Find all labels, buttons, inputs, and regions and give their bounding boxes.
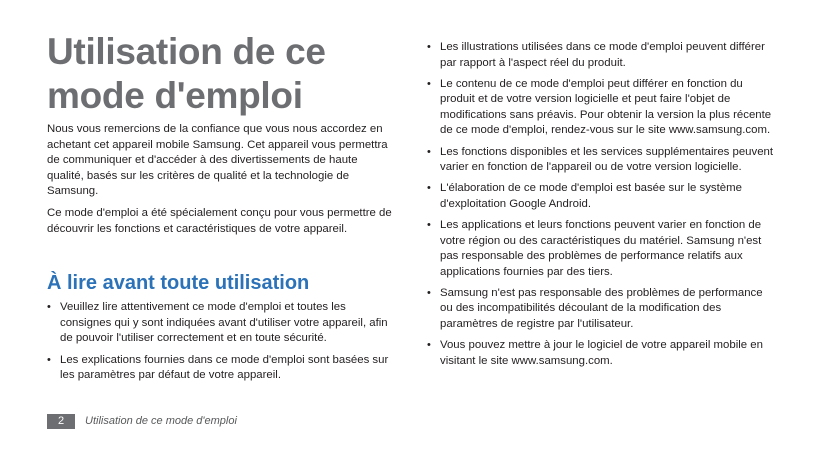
bullet-item: • Le contenu de ce mode d'emploi peut différer en fonction du produit et de votre version logicielle et peut faire l'objet de modifications sans préavis. Pour obtenir la version la plus récente de ce mode d'emploi, rendez-vous sur le site www.samsung.com.: [427, 77, 777, 139]
section-heading: À lire avant toute utilisation: [47, 272, 310, 294]
bullet-item: • L'élaboration de ce mode d'emploi est basée sur le système d'exploitation Google Android.: [427, 181, 777, 212]
bullet-item: • Samsung n'est pas responsable des problèmes de performance ou des incompatibilités découlant de la modification des paramètres de registre par l'utilisateur.: [427, 286, 777, 333]
intro-paragraph: Nous vous remercions de la confiance que vous nous accordez en achetant cet appareil mobile Samsung. Cet appareil vous permettra de communiquer et d'accéder à des divertissements de haute qualité, basés sur les critères de qualité et la technologie de Samsung.: [47, 123, 388, 198]
intro-text: [47, 122, 397, 243]
right-bullet-list: [427, 40, 777, 375]
bullet-item: • Les fonctions disponibles et les services supplémentaires peuvent varier en fonction de l'appareil ou de votre version logicielle.: [427, 145, 777, 176]
page-footer: [47, 413, 237, 429]
intro-paragraph: Ce mode d'emploi a été spécialement conçu pour vous permettre de découvrir les fonctions et caractéristiques de votre appareil.: [47, 206, 392, 235]
bullet-item: • Vous pouvez mettre à jour le logiciel de votre appareil mobile en visitant le site www.samsung.com.: [427, 338, 777, 369]
bullet-item: • Les applications et leurs fonctions peuvent varier en fonction de votre région ou des caractéristiques du matériel. Samsung n'est pas responsable des problèmes de performance relatifs aux applications fournies par des tiers.: [427, 218, 777, 280]
page-number-badge: 2: [47, 414, 75, 429]
page-title: Utilisation de ce mode d'emploi: [47, 31, 326, 116]
footer-section-title: Utilisation de ce mode d'emploi: [85, 415, 237, 427]
bullet-item: • Veuillez lire attentivement ce mode d'emploi et toutes les consignes qui y sont indiquées avant d'utiliser votre appareil, afin de pouvoir l'utiliser correctement et en toute sécurité.: [47, 300, 397, 347]
bullet-item: • Les explications fournies dans ce mode d'emploi sont basées sur les paramètres par défaut de votre appareil.: [47, 353, 397, 384]
left-bullet-list: [47, 300, 397, 390]
bullet-item: • Les illustrations utilisées dans ce mode d'emploi peuvent différer par rapport à l'aspect réel du produit.: [427, 40, 777, 71]
